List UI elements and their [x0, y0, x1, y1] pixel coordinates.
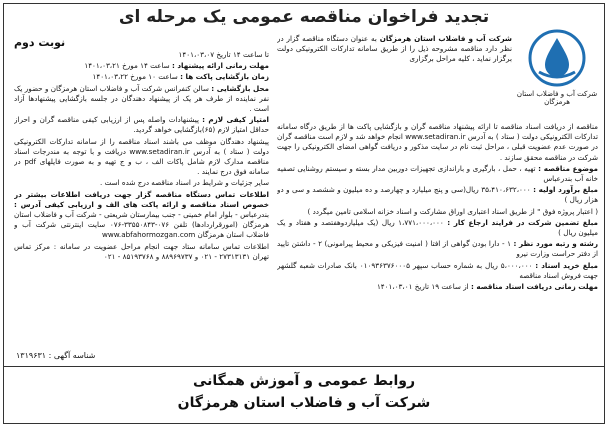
place-value: سالن کنفرانس شرکت آب و فاضلاب استان هرمزگان و حضور یک نفر نماینده از طرف هر یک از پیشنهاد دهندگان در جلسه بازگشایی پیشنهادها آزاد است .: [14, 83, 269, 114]
company-logo: [516, 28, 598, 118]
setad-contact: اطلاعات تماس سامانه ستاد جهت انجام مراحل عضویت در سامانه : مرکز تماس تهران ۲۷۳۱۳۱۳۱ - ۰۲۱ و ۸۸۹۶۹۷۳۷ و ۸۵۱۹۳۷۶۸ - ۰۲۱: [14, 241, 269, 261]
company-lead: شرکت آب و فاضلاب استان هرمزگان: [379, 34, 512, 43]
intro-text: به عنوان دستگاه مناقصه گزار در نظر دارد مناقصه مشروحه ذیل را از طریق سامانه تدارکات الکترونیکی دولت برگزار نماید ، کلیه مراحل برگزاری: [277, 34, 512, 64]
price-label: مبلغ خرید اسناد :: [535, 260, 598, 270]
docs-deadline-value: از ساعت ۱۹ تاریخ ۱۴۰۱،۰۳،۰۱: [376, 282, 469, 292]
contact-value: بندرعباس - بلوار امام خمینی - جنب بیمارستان شریعتی - شرکت آب و فاضلاب استان هرمزگان (امورقراردادها) تلفن ۰۷۶-۳۳۵۵۰۸۴۳-۰۷۶ سایت اینترنتی شرکت آب و فاضلاب استان هرمزگان www.abfahormozgan.com: [14, 210, 269, 240]
round-label: نوبت دوم: [14, 36, 66, 49]
notice-title: تجدید فراخوان مناقصه عمومی یک مرحله ای: [118, 7, 490, 27]
notice-header: [4, 4, 604, 30]
grade-value: ۱ - دارا بودن گواهی از افتا ( امنیت فیزیکی و محیط پیرامونی) ۲ - داشتن تایید از دفتر حراست وزارت نیرو: [277, 239, 598, 259]
score-value: پیشنهادات واصله پس از ارزیابی کیفی مناقصه گران و احراز حداقل امتیاز لازم (۶۵)بازگشایی خواهد گردید.: [14, 115, 269, 135]
schedule-block: [14, 50, 269, 362]
estimate-label: مبلغ برآورد اولیه :: [533, 185, 598, 195]
estimate-value: ۳۵،۴۱۰،۶۳۲،۰۰۰ ریال(سی و پنج میلیارد و چهارصد و ده میلیون و ششصد و سی و دو هزار ریال ): [277, 185, 598, 205]
more-details: سایر جزئیات و شرایط در اسناد مناقصه درج شده است .: [99, 178, 269, 188]
subject-value: تهیه ، حمل ، بارگیری و باراندازی تجهیزات دوربین مدار بسته و سیستم روشنایی تصفیه خانه آب بندرعباس: [277, 163, 598, 184]
grade-label: رشته و رتبه مورد نظر :: [513, 239, 598, 249]
footer-company: شرکت آب و فاضلاب استان هرمزگان: [177, 395, 431, 411]
submit-value: ساعت ۱۴ مورخ ۱۴۰۱،۰۳،۲۱: [84, 61, 170, 71]
submit-label: مهلت زمانی ارائه پیشنهاد :: [171, 61, 269, 71]
guarantee-value: ۱،۷۷۱،۰۰۰،۰۰۰ ریال (یک میلیاردوهفتصد و هفتاد و یک میلیون ریال ): [277, 217, 598, 238]
upload-paragraph: پیشنهاد دهندگان موظف می باشند اسناد مناقصه را از سامانه تدارکات الکترونیکی دولت ( ستاد ) به آدرس www.setadiran.ir دریافت و با توجه به مندرجات اسناد مناقصه مدارک لازم شامل پاکات الف ، ب و ج تهیه و به صورت فایلهای pdf در سامانه فوق درج نمایند .: [14, 136, 269, 177]
contact-label: اطلاعات تماس دستگاه مناقصه گزار جهت دریافت اطلاعات بیشتر در خصوص اسناد مناقصه و ارائه پاکت های الف و ارزیابی کیفی آدرس :: [14, 189, 269, 209]
open-value: ساعت ۱۰ مورخ ۱۴۰۱،۰۳،۲۲: [92, 72, 178, 82]
footer: [4, 366, 604, 423]
process-paragraph: مناقصه از دریافت اسناد مناقصه تا ارائه پیشنهاد مناقصه گران و بازگشایی پاکت ها از طریق درگاه سامانه تدارکات الکترونیکی دولت ( ستاد ) به آدرس www.setadiran.ir انجام خواهد شد و لازم است مناقصه گران در صورت عدم عضویت قبلی ، مراحل ثبت نام در سایت مذکور و دریافت گواهی امضای الکترونیکی را جهت شرکت در مناقصه محقق سازند .: [277, 122, 598, 162]
open-label: زمان بازگشایی پاکت ها :: [180, 72, 269, 82]
docs-deadline-label: مهلت زمانی دریافت اسناد مناقصه :: [470, 282, 598, 292]
footer-department: روابط عمومی و آموزش همگانی: [192, 373, 416, 389]
place-label: محل بازگشایی :: [211, 83, 269, 93]
price-value: ۵،۰۰۰،۰۰۰ ریال به شماره حساب سپهر ۰۱۰۹۳۶۳۷۶۰۰۰۵ بانک صادرات شعبه گلشهر جهت فروش اسناد مناقصه: [277, 260, 598, 280]
credit-note: ( اعتبار پروژه فوق " از طریق اسناد اعتباری اوراق مشارکت و اسناد خزانه اسلامی تامین میگردد ): [307, 206, 598, 216]
water-drop-logo-icon: [527, 28, 587, 88]
tender-details: [277, 122, 598, 362]
notice-serial: شناسه آگهی : ۱۳۱۹۶۳۱: [16, 351, 96, 360]
score-label: امتیاز کیفی لازم :: [202, 115, 269, 125]
docs-until: تا ساعت ۱۴ تاریخ ۱۴۰۱،۰۳،۰۷: [178, 50, 269, 59]
subject-label: موضوع مناقصه :: [538, 163, 598, 173]
logo-company-name: شرکت آب و فاضلاب استان هرمزگان: [516, 90, 598, 107]
guarantee-label: مبلغ تضمین شرکت در فرایند ارجاع کار :: [447, 217, 598, 227]
